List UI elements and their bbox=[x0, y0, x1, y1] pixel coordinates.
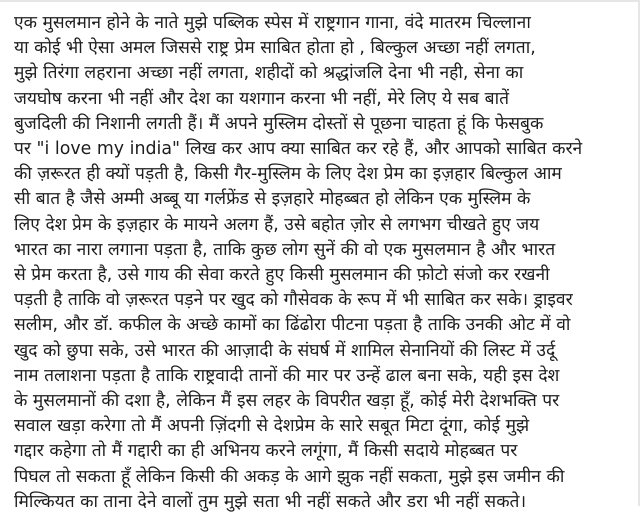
text-line: सी बात है जैसे अम्मी अब्बू या गर्लफ्रेंड से इज़हारे मोहब्बत हो लेकिन एक मुस्लिम के bbox=[14, 189, 531, 210]
text-line: गद्दार कहेगा तो मैं गद्दारी का ही अभिनय करने लगूंगा, मैं किसी सदाये मोहब्बत पर bbox=[14, 441, 518, 462]
text-line: की ज़रूरत ही क्यों पड़ती है, किसी गैर-मुस्लिम के लिए देश प्रेम का इज़हार बिल्कुल आम bbox=[14, 164, 562, 185]
text-line: जयघोष करना भी नहीं और देश का यशगान करना भी नहीं, मेरे लिए ये सब बातें bbox=[14, 88, 509, 109]
text-line: सवाल खड़ा करेगा तो मैं अपनी ज़िंदगी से देशप्रेम के सारे सबूत मिटा दूंगा, कोई मुझे bbox=[14, 416, 530, 437]
text-line: बुजदिली की निशानी लगती हैं। मैं अपने मुस्लिम दोस्तों से पूछना चाहता हूं कि फेसबुक bbox=[14, 113, 544, 134]
post-text bbox=[14, 11, 630, 515]
text-line: पिघल तो सकता हूँ लेकिन किसी की अकड़ के आगे झुक नहीं सकता, मुझे इस जमीन की bbox=[14, 466, 565, 487]
text-line: नाम तलाशना पड़ता है ताकि राष्ट्रवादी तानों की मार पर उन्हें ढाल बना सके, यही इस देश bbox=[14, 365, 560, 386]
text-line: पड़ती है ताकि वो ज़रूरत पड़ने पर खुद को गौसेवक के रूप में भी साबित कर सके। ड्राइवर bbox=[14, 290, 573, 311]
text-line: भारत का नारा लगाना पड़ता है, ताकि कुछ लोग सुनें की वो एक मुसलमान है और भारत bbox=[14, 239, 556, 260]
text-line: मिल्कियत का ताना देने वालों तुम मुझे सता भी नहीं सकते और डरा भी नहीं सकते। bbox=[14, 491, 527, 512]
text-line: एक मुसलमान होने के नाते मुझे पब्लिक स्पेस में राष्ट्रगान गाना, वंदे मातरम चिल्लाना bbox=[14, 13, 531, 33]
text-line: सलीम, और डॉ. कफील के अच्छे कामों का ढिंढोरा पीटना पड़ता है ताकि उनकी ओट में वो bbox=[14, 315, 571, 336]
text-line: खुद को छुपा सके, उसे भारत की आज़ादी के संघर्ष में शामिल सेनानियों की लिस्ट में उर्दू bbox=[14, 340, 556, 361]
text-line: मुझे तिरंगा लहराना अच्छा नहीं लगता, शहीदों को श्रद्धांजलि देना भी नही, सेना का bbox=[14, 63, 524, 84]
text-line: लिए देश प्रेम के इज़हार के मायने अलग हैं, उसे बहोत ज़ोर से लगभग चीखते हुए जय bbox=[14, 214, 540, 235]
text-line: से प्रेम करता है, उसे गाय की सेवा करते हुए किसी मुसलमान की फ़ोटो संजो कर रखनी bbox=[14, 265, 550, 286]
text-line: के मुसलमानों की दशा है, लेकिन मैं इस लहर के विपरीत खड़ा हूँ, कोई मेरी देशभक्ति पर bbox=[14, 391, 560, 412]
text-line: पर "i love my india" लिख कर आप क्या साबित कर रहे हैं, और आपको साबित करने bbox=[14, 139, 583, 160]
text-line: या कोई भी ऐसा अमल जिससे राष्ट्र प्रेम साबित होता हो , बिल्कुल अच्छा नहीं लगता, bbox=[14, 38, 536, 59]
